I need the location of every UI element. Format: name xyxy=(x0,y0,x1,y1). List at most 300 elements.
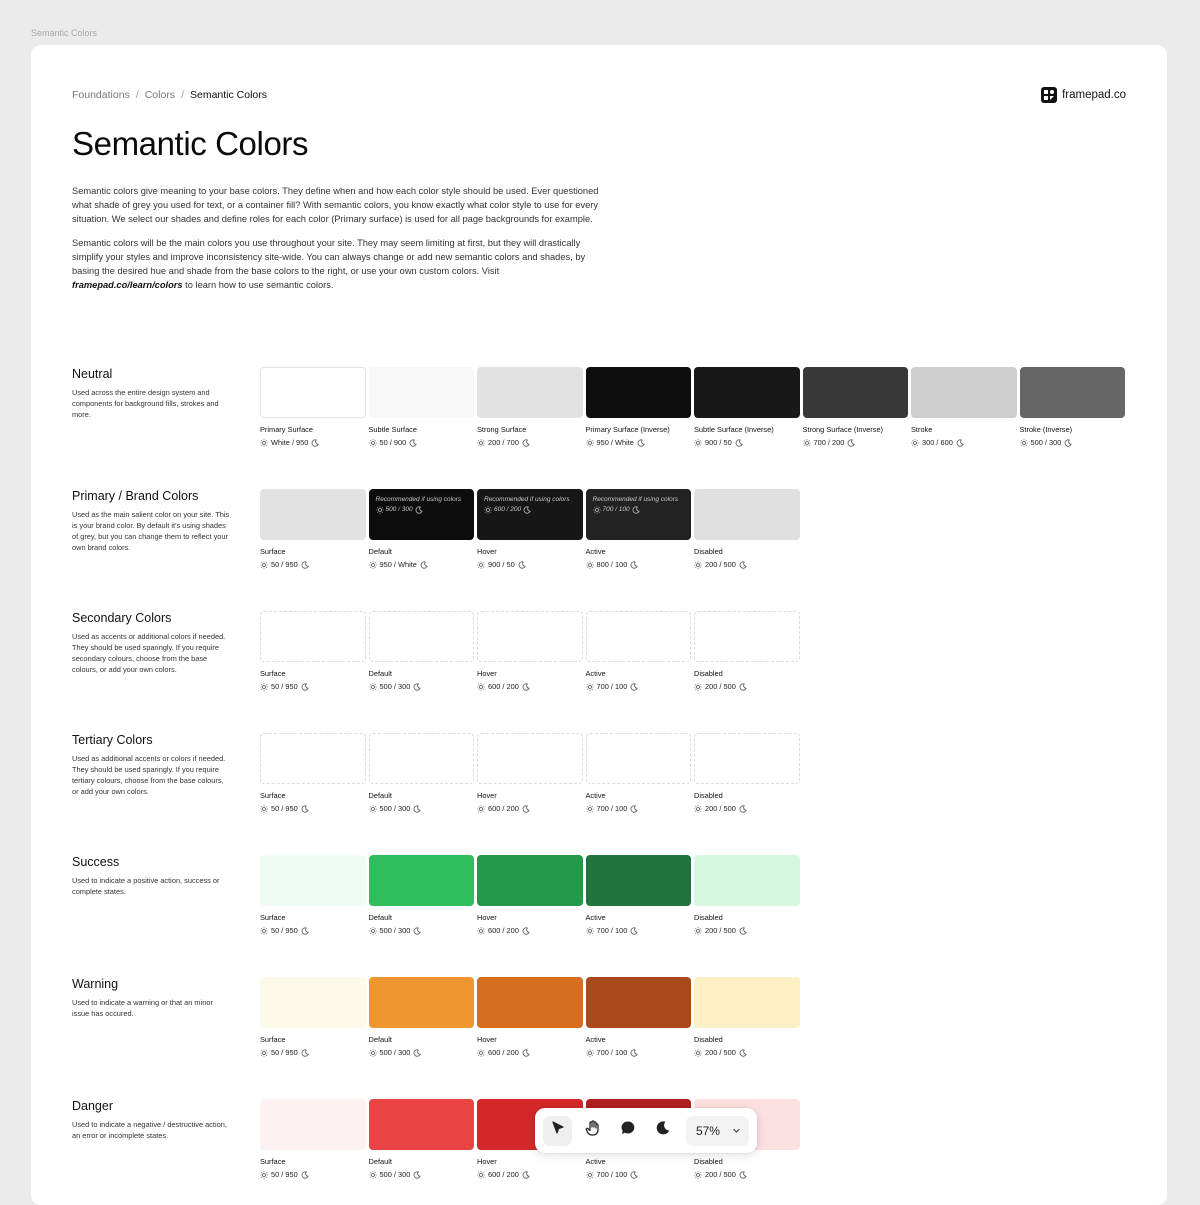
moon-icon xyxy=(630,805,638,813)
swatch-value-text: 200 / 500 xyxy=(705,682,736,691)
swatch-chip[interactable] xyxy=(260,611,366,662)
swatch-row xyxy=(260,367,1125,447)
swatch-row xyxy=(260,855,800,935)
swatch-value-text: 50 / 900 xyxy=(379,438,407,447)
swatch-chip[interactable] xyxy=(477,611,583,662)
moon-icon xyxy=(523,506,531,514)
sun-icon xyxy=(477,805,485,813)
swatch-value-text: 200 / 500 xyxy=(705,1170,736,1179)
sun-icon xyxy=(260,683,268,691)
swatch-label: Subtle Surface xyxy=(368,425,417,434)
color-swatch[interactable] xyxy=(477,611,583,691)
moon-icon xyxy=(522,439,530,447)
recommended-note-title: Recommended if using colors xyxy=(484,496,570,503)
swatch-chip[interactable] xyxy=(803,367,909,418)
swatch-value-text: 600 / 200 xyxy=(488,682,519,691)
swatch-label: Surface xyxy=(260,913,286,922)
swatch-chip[interactable] xyxy=(911,367,1017,418)
comment-tool[interactable] xyxy=(613,1116,642,1146)
moon-icon xyxy=(413,927,421,935)
swatch-value xyxy=(477,682,583,691)
breadcrumb xyxy=(72,89,267,101)
sun-icon xyxy=(911,439,919,447)
swatch-value-text: 600 / 200 xyxy=(488,926,519,935)
swatch-label: Disabled xyxy=(694,1035,723,1044)
swatch-value-text: 50 / 950 xyxy=(271,560,298,569)
moon-icon xyxy=(630,927,638,935)
swatch-label: Surface xyxy=(260,1157,286,1166)
moon-icon xyxy=(739,683,747,691)
moon-icon xyxy=(413,1049,421,1057)
sun-icon xyxy=(369,1171,377,1179)
swatch-value xyxy=(694,1048,800,1057)
sun-icon xyxy=(586,805,594,813)
swatch-value xyxy=(260,1170,366,1179)
swatch-value-text: 600 / 200 xyxy=(488,804,519,813)
sun-icon xyxy=(260,1049,268,1057)
swatch-label: Active xyxy=(585,1035,606,1044)
moon-icon xyxy=(632,506,640,514)
swatch-chip[interactable] xyxy=(260,733,366,784)
swatch-value xyxy=(369,682,475,691)
section-description: Used as accents or additional colors if needed. They should be used sparingly. If you require secondary colours, choose from the base colours, or add your own colors. xyxy=(72,632,226,674)
swatch-label: Disabled xyxy=(694,913,723,922)
swatch-value-text: 700 / 100 xyxy=(596,1048,628,1057)
swatch-value-text: 500 / 300 xyxy=(379,682,411,691)
swatch-value xyxy=(477,926,583,935)
recommended-value-text: 700 / 100 xyxy=(602,506,630,513)
swatch-chip[interactable] xyxy=(586,611,692,662)
moon-icon xyxy=(847,439,855,447)
swatch-value xyxy=(586,1170,692,1179)
moon-icon xyxy=(413,1171,421,1179)
sun-icon xyxy=(586,439,594,447)
swatch-label: Default xyxy=(368,669,392,678)
swatch-chip[interactable] xyxy=(586,367,692,418)
swatch-value xyxy=(260,804,366,813)
moon-icon xyxy=(409,439,417,447)
swatch-value xyxy=(586,438,692,447)
section-description: Used to indicate a negative / destructive action, an error or incomplete states. xyxy=(72,1120,227,1140)
color-swatch[interactable] xyxy=(260,733,366,813)
moon-icon xyxy=(630,1049,638,1057)
moon-icon xyxy=(956,439,964,447)
color-swatch[interactable] xyxy=(586,367,692,447)
color-swatch[interactable] xyxy=(260,611,366,691)
swatch-chip[interactable] xyxy=(369,1099,475,1150)
moon-icon xyxy=(739,927,747,935)
swatch-chip[interactable] xyxy=(694,733,800,784)
color-swatch[interactable] xyxy=(694,611,800,691)
color-swatch[interactable] xyxy=(369,611,475,691)
swatch-chip[interactable] xyxy=(260,1099,366,1150)
theme-toggle[interactable] xyxy=(649,1116,678,1146)
swatch-value-text: 500 / 300 xyxy=(379,804,411,813)
moon-icon xyxy=(301,561,309,569)
sun-icon xyxy=(477,927,485,935)
swatch-chip[interactable] xyxy=(477,855,583,906)
color-swatch[interactable] xyxy=(803,367,909,447)
swatch-chip[interactable] xyxy=(586,489,692,540)
swatch-chip[interactable] xyxy=(586,977,692,1028)
section-description: Used to indicate a warning or that an minor issue has occured. xyxy=(72,998,213,1018)
swatch-value-text: 500 / 300 xyxy=(379,926,411,935)
recommended-note-title: Recommended if using colors xyxy=(592,496,679,503)
color-swatch[interactable] xyxy=(694,855,800,935)
learn-colors-link[interactable]: framepad.co/learn/colors xyxy=(72,280,183,290)
swatch-label: Disabled xyxy=(694,547,723,556)
swatch-row xyxy=(260,611,800,691)
moon-icon xyxy=(637,439,645,447)
swatch-value xyxy=(477,1048,583,1057)
swatch-chip[interactable] xyxy=(694,977,800,1028)
swatch-label: Hover xyxy=(477,1157,497,1166)
swatch-value xyxy=(369,804,475,813)
color-swatch[interactable] xyxy=(586,855,692,935)
swatch-label: Strong Surface xyxy=(477,425,527,434)
moon-icon xyxy=(630,561,638,569)
swatch-value xyxy=(260,926,366,935)
pointer-tool[interactable] xyxy=(543,1116,572,1146)
swatch-value xyxy=(586,560,692,569)
sun-icon xyxy=(477,439,485,447)
swatch-label: Primary Surface (Inverse) xyxy=(585,425,670,434)
swatch-value xyxy=(260,1048,366,1057)
moon-icon xyxy=(420,561,428,569)
swatch-chip[interactable] xyxy=(260,977,366,1028)
swatch-label: Default xyxy=(368,1157,392,1166)
swatch-label: Active xyxy=(585,913,606,922)
section-title: Success xyxy=(72,855,120,869)
color-swatch[interactable] xyxy=(260,489,366,569)
moon-icon xyxy=(518,561,526,569)
swatch-value-text: 700 / 100 xyxy=(596,804,628,813)
swatch-value-text: 600 / 200 xyxy=(488,1170,519,1179)
color-swatch[interactable] xyxy=(369,489,475,569)
color-swatch[interactable] xyxy=(477,855,583,935)
swatch-label: Surface xyxy=(260,1035,286,1044)
swatch-value-text: 50 / 950 xyxy=(271,1170,298,1179)
sun-icon xyxy=(260,927,268,935)
sun-icon xyxy=(694,561,702,569)
color-swatch[interactable] xyxy=(260,367,366,447)
recommended-note-title: Recommended if using colors xyxy=(375,496,462,503)
sun-icon xyxy=(369,1049,377,1057)
moon-icon xyxy=(522,927,530,935)
swatch-value-text: 200 / 500 xyxy=(705,560,736,569)
section-description: Used as additional accents or colors if needed. They should be used sparingly. If you require tertiary colours, choose from the base colours, or add your own colors. xyxy=(72,754,226,796)
section-title: Neutral xyxy=(72,367,113,381)
swatch-value-text: 700 / 100 xyxy=(596,926,628,935)
swatch-chip[interactable] xyxy=(369,611,475,662)
swatch-value xyxy=(369,560,475,569)
sun-icon xyxy=(260,439,268,447)
swatch-label: Stroke (Inverse) xyxy=(1019,425,1073,434)
swatch-chip[interactable] xyxy=(260,855,366,906)
swatch-value-text: 200 / 700 xyxy=(488,438,519,447)
moon-icon xyxy=(522,1049,530,1057)
swatch-value xyxy=(260,560,366,569)
swatch-value-text: 200 / 500 xyxy=(705,926,736,935)
intro-paragraph-2 xyxy=(72,236,602,292)
swatch-value xyxy=(694,682,800,691)
hand-tool[interactable] xyxy=(578,1116,607,1146)
color-swatch[interactable] xyxy=(586,611,692,691)
swatch-value-text: 300 / 600 xyxy=(922,438,953,447)
color-swatch[interactable] xyxy=(694,489,800,569)
section-description: Used to indicate a positive action, success or complete states. xyxy=(72,876,220,896)
swatch-chip[interactable] xyxy=(477,733,583,784)
section-title: Danger xyxy=(72,1099,113,1113)
swatch-label: Default xyxy=(368,547,392,556)
swatch-value xyxy=(477,438,583,447)
swatch-label: Strong Surface (Inverse) xyxy=(802,425,884,434)
moon-icon xyxy=(413,805,421,813)
sun-icon xyxy=(694,927,702,935)
sun-icon xyxy=(477,1171,485,1179)
sun-icon xyxy=(586,1049,594,1057)
moon-icon xyxy=(522,805,530,813)
swatch-value xyxy=(369,1170,475,1179)
section-info xyxy=(72,367,230,420)
color-swatch[interactable] xyxy=(694,977,800,1057)
moon-icon xyxy=(522,1171,530,1179)
color-swatch[interactable] xyxy=(477,977,583,1057)
sun-icon xyxy=(593,506,601,514)
swatch-label: Disabled xyxy=(694,1157,723,1166)
breadcrumb-item-foundations[interactable]: Foundations xyxy=(72,89,130,101)
color-swatch[interactable] xyxy=(1020,367,1126,447)
intro-text xyxy=(72,184,602,292)
swatch-value-text: 950 / White xyxy=(379,560,417,569)
swatch-chip[interactable] xyxy=(369,733,475,784)
frame-label: Semantic Colors xyxy=(31,28,98,38)
section-info xyxy=(72,489,230,553)
swatch-value xyxy=(694,926,800,935)
sun-icon xyxy=(260,1171,268,1179)
swatch-value xyxy=(369,926,475,935)
color-swatch[interactable] xyxy=(369,855,475,935)
breadcrumb-item-colors[interactable]: Colors xyxy=(144,89,176,101)
zoom-level: 57% xyxy=(695,1123,720,1138)
sun-icon xyxy=(376,506,384,514)
swatch-value xyxy=(477,804,583,813)
moon-icon xyxy=(735,439,743,447)
swatch-chip[interactable] xyxy=(694,611,800,662)
swatch-chip[interactable] xyxy=(369,977,475,1028)
swatch-chip[interactable] xyxy=(369,367,475,418)
sun-icon xyxy=(260,561,268,569)
canvas-toolbar xyxy=(535,1108,757,1153)
color-swatch[interactable] xyxy=(694,733,800,813)
moon-icon xyxy=(1064,439,1072,447)
color-swatch[interactable] xyxy=(694,367,800,447)
sun-icon xyxy=(694,439,702,447)
recommended-note xyxy=(484,495,570,515)
swatch-label: Primary Surface xyxy=(260,425,313,434)
recommended-note-value xyxy=(484,505,570,515)
swatch-value xyxy=(586,804,692,813)
color-swatch[interactable] xyxy=(369,1099,475,1179)
framepad-logo-icon xyxy=(1041,87,1057,103)
swatch-chip[interactable] xyxy=(694,489,800,540)
swatch-value xyxy=(477,1170,583,1179)
swatch-chip[interactable] xyxy=(369,489,475,540)
swatch-value-text: 900 / 50 xyxy=(705,438,732,447)
swatch-value xyxy=(369,1048,475,1057)
color-swatch[interactable] xyxy=(586,733,692,813)
swatch-value-text: 700 / 100 xyxy=(596,1170,628,1179)
swatch-value-text: 200 / 500 xyxy=(705,804,736,813)
section-title: Primary / Brand Colors xyxy=(72,489,199,503)
swatch-chip[interactable] xyxy=(694,367,800,418)
section-description: Used across the entire design system and components for background fills, strokes and more. xyxy=(72,388,219,419)
sun-icon xyxy=(484,506,492,514)
swatch-chip[interactable] xyxy=(477,489,583,540)
swatch-label: Surface xyxy=(260,669,286,678)
swatch-chip[interactable] xyxy=(477,367,583,418)
sun-icon xyxy=(586,683,594,691)
sun-icon xyxy=(694,1171,702,1179)
color-swatch[interactable] xyxy=(260,977,366,1057)
intro-paragraph-2-text: Semantic colors will be the main colors you use throughout your site. They may seem limiting at first, but they will drastically simplify your styles and improve inconsistency site-wide. You can always change or add new semantic colors and shades, by basing the desired hue and shade from the base colors to the right, or use your own custom colors. Visit xyxy=(72,238,586,276)
swatch-label: Hover xyxy=(477,791,497,800)
moon-icon xyxy=(311,439,319,447)
sun-icon xyxy=(369,439,377,447)
sun-icon xyxy=(1020,439,1028,447)
swatch-label: Disabled xyxy=(694,791,723,800)
swatch-chip[interactable] xyxy=(369,855,475,906)
moon-icon xyxy=(739,1049,747,1057)
moon-icon xyxy=(301,927,309,935)
color-swatch[interactable] xyxy=(369,367,475,447)
swatch-value-text: 500 / 300 xyxy=(1030,438,1062,447)
swatch-chip[interactable] xyxy=(1020,367,1126,418)
recommended-value-text: 600 / 200 xyxy=(494,506,522,513)
top-bar xyxy=(72,88,1126,102)
swatch-label: Active xyxy=(585,547,606,556)
section-title: Warning xyxy=(72,977,119,991)
moon-icon xyxy=(413,683,421,691)
swatch-label: Default xyxy=(368,791,392,800)
zoom-select[interactable] xyxy=(686,1116,749,1146)
brand-name: framepad.co xyxy=(1062,89,1126,101)
moon-icon xyxy=(630,1171,638,1179)
color-swatch[interactable] xyxy=(369,977,475,1057)
sun-icon xyxy=(694,805,702,813)
swatch-value xyxy=(803,438,909,447)
swatch-label: Hover xyxy=(477,913,497,922)
swatch-label: Active xyxy=(585,1157,606,1166)
swatch-value xyxy=(694,1170,800,1179)
recommended-note xyxy=(376,495,462,515)
swatch-value xyxy=(911,438,1017,447)
sun-icon xyxy=(586,927,594,935)
sun-icon xyxy=(477,683,485,691)
color-swatch[interactable] xyxy=(586,489,692,569)
breadcrumb-current: Semantic Colors xyxy=(189,89,268,101)
swatch-value-text: White / 950 xyxy=(271,438,309,447)
sun-icon xyxy=(369,561,377,569)
sun-icon xyxy=(260,805,268,813)
swatch-row xyxy=(260,977,800,1057)
swatch-chip[interactable] xyxy=(477,977,583,1028)
swatch-label: Stroke xyxy=(911,425,933,434)
color-swatch[interactable] xyxy=(260,855,366,935)
sun-icon xyxy=(586,561,594,569)
section-title: Tertiary Colors xyxy=(72,733,153,747)
section-description: Used as the main salient color on your site. This is your brand color. By default it's using shades of grey, but you can change them to reflect your own brand colors. xyxy=(72,510,230,552)
swatch-value-text: 200 / 500 xyxy=(705,1048,736,1057)
swatch-row xyxy=(260,489,800,569)
moon-icon xyxy=(415,506,423,514)
swatch-value xyxy=(694,560,800,569)
swatch-value-text: 900 / 50 xyxy=(488,560,515,569)
moon-icon xyxy=(301,1171,309,1179)
moon-icon xyxy=(655,1120,671,1141)
color-swatch[interactable] xyxy=(477,733,583,813)
swatch-label: Active xyxy=(585,791,606,800)
recommended-note-value xyxy=(376,505,462,515)
sun-icon xyxy=(803,439,811,447)
swatch-value-text: 500 / 300 xyxy=(379,1048,411,1057)
color-swatch[interactable] xyxy=(911,367,1017,447)
sun-icon xyxy=(694,1049,702,1057)
recommended-note-value xyxy=(593,505,679,515)
sun-icon xyxy=(369,683,377,691)
swatch-value-text: 50 / 950 xyxy=(271,682,298,691)
color-swatch[interactable] xyxy=(586,977,692,1057)
swatch-chip[interactable] xyxy=(260,367,366,418)
moon-icon xyxy=(739,1171,747,1179)
swatch-label: Default xyxy=(368,1035,392,1044)
color-swatch[interactable] xyxy=(260,1099,366,1179)
comment-bubble-icon xyxy=(620,1120,636,1141)
hand-icon xyxy=(584,1119,602,1142)
swatch-row xyxy=(260,733,800,813)
swatch-value xyxy=(586,926,692,935)
swatch-value-text: 800 / 100 xyxy=(596,560,628,569)
section-info xyxy=(72,733,230,797)
sun-icon xyxy=(369,805,377,813)
sun-icon xyxy=(586,1171,594,1179)
swatch-value-text: 50 / 950 xyxy=(271,926,298,935)
color-swatch[interactable] xyxy=(369,733,475,813)
swatch-chip[interactable] xyxy=(586,733,692,784)
color-swatch[interactable] xyxy=(477,367,583,447)
moon-icon xyxy=(630,683,638,691)
swatch-value xyxy=(477,560,583,569)
swatch-value-text: 50 / 950 xyxy=(271,804,298,813)
swatch-value-text: 600 / 200 xyxy=(488,1048,519,1057)
color-swatch[interactable] xyxy=(477,489,583,569)
brand-link[interactable] xyxy=(1041,87,1126,103)
swatch-label: Default xyxy=(368,913,392,922)
moon-icon xyxy=(301,1049,309,1057)
swatch-value-text: 50 / 950 xyxy=(271,1048,298,1057)
swatch-chip[interactable] xyxy=(586,855,692,906)
intro-paragraph-2-tail: to learn how to use semantic colors. xyxy=(182,280,334,290)
chevron-down-icon xyxy=(732,1124,741,1138)
breadcrumb-separator: / xyxy=(181,89,184,101)
page-title: Semantic Colors xyxy=(72,125,309,162)
swatch-chip[interactable] xyxy=(260,489,366,540)
swatch-value xyxy=(694,804,800,813)
section-info xyxy=(72,611,230,675)
swatch-chip[interactable] xyxy=(694,855,800,906)
swatch-value xyxy=(586,1048,692,1057)
swatch-label: Subtle Surface (Inverse) xyxy=(694,425,774,434)
